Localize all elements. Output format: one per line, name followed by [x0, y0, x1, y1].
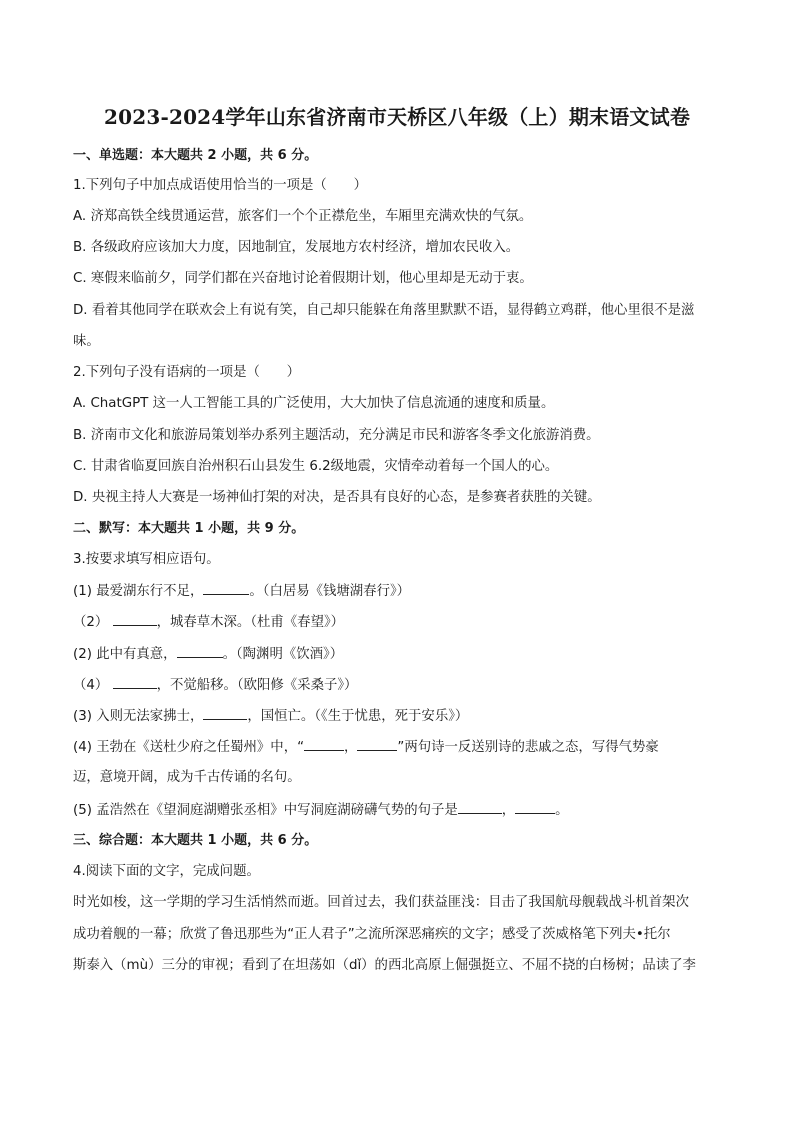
q3-item-7: [73, 801, 733, 820]
q3-item-5-text: (3) 入则无法家拂士，: [73, 709, 204, 724]
q1-option-d: D. 看着其他同学在联欢会上有说有笑，自己却只能躲在角落里默默不语，显得鹤立鸡群，他心里很不是滋: [73, 303, 695, 318]
q3-item-5-source: ，国恒亡。（《生于忧患，死于安乐》）: [247, 709, 469, 724]
q3-item-3-source: 。（陶渊明《饮酒》）: [222, 647, 344, 662]
section-heading-1: 一、单选题：本大题共 2 小题，共 6 分。: [73, 148, 318, 163]
answer-blank[interactable]: [304, 738, 344, 751]
q3-item-4-num: （4）: [73, 678, 109, 693]
q3-item-3: [73, 645, 733, 664]
q2-option-c: C. 甘肃省临夏回族自治州积石山县发生 6.2级地震，灾情牵动着每一个国人的心。: [73, 459, 559, 474]
answer-blank[interactable]: [113, 676, 157, 689]
q3-item-1-text: (1) 最爱湖东行不足，: [73, 584, 204, 599]
q2-option-b: B. 济南市文化和旅游局策划举办系列主题活动，充分满足市民和游客冬季文化旅游消费。: [73, 428, 600, 443]
q4-passage-line-2: 成功着舰的一幕；欣赏了鲁迅那些为“正人君子”之流所深恶痛疾的文字；感受了茨威格笔下列夫•托尔: [73, 927, 671, 942]
q4-passage-line-1: 时光如梭，这一学期的学习生活悄然而逝。回首过去，我们获益匪浅：目击了我国航母舰载战斗机首架次: [73, 895, 689, 910]
q3-item-5: [73, 707, 733, 726]
exam-title: 2023-2024学年山东省济南市天桥区八年级（上）期末语文试卷: [103, 105, 691, 129]
answer-blank[interactable]: [515, 801, 555, 814]
q3-item-6: [73, 738, 733, 757]
answer-blank[interactable]: [203, 707, 247, 720]
q4-passage-line-3: 斯泰入（mù）三分的审视；看到了在坦荡如（dǐ）的西北高原上倔强挺立、不屈不挠的白杨树；品读了李: [73, 958, 696, 973]
answer-blank[interactable]: [357, 738, 397, 751]
section-heading-2: 二、默写：本大题共 1 小题，共 9 分。: [73, 521, 305, 536]
q3-item-6-tail: ”两句诗一反送别诗的悲戚之态，写得气势豪: [397, 740, 659, 755]
answer-blank[interactable]: [458, 801, 502, 814]
q2-stem: 2.下列句子没有语病的一项是（ ）: [73, 365, 301, 380]
q3-item-1-source: 。（白居易《钱塘湖春行》）: [249, 584, 411, 599]
q1-option-b: B. 各级政府应该加大力度，因地制宜，发展地方农村经济，增加农民收入。: [73, 240, 520, 255]
q3-item-4-text: ，不觉船移。（欧阳修《采桑子》）: [156, 678, 358, 693]
q3-item-7-text: (5) 孟浩然在《望洞庭湖赠张丞相》中写洞庭湖磅礴气势的句子是: [73, 803, 458, 818]
q3-item-2-num: （2）: [73, 615, 109, 630]
q3-item-7-end: 。: [555, 803, 569, 818]
q1-stem: 1.下列句子中加点成语使用恰当的一项是（ ）: [73, 178, 367, 193]
q3-item-6-text: (4) 王勃在《送杜少府之任蜀州》中，“: [73, 740, 305, 755]
q1-option-d-cont: 味。: [73, 334, 100, 349]
q3-item-3-text: (2) 此中有真意，: [73, 647, 177, 662]
q3-stem: 3.按要求填写相应语句。: [73, 552, 220, 567]
q4-stem: 4.阅读下面的文字，完成问题。: [73, 864, 260, 879]
q1-option-a: A. 济郑高铁全线贯通运营，旅客们一个个正襟危坐，车厢里充满欢快的气氛。: [73, 209, 533, 224]
q3-item-6-cont: 迈，意境开阔，成为千古传诵的名句。: [73, 770, 301, 785]
q3-item-6-sep: ，: [344, 740, 358, 755]
q3-item-1: [73, 582, 733, 601]
section-heading-3: 三、综合题：本大题共 1 小题，共 6 分。: [73, 833, 318, 848]
q2-option-d: D. 央视主持人大赛是一场神仙打架的对决，是否具有良好的心态，是参赛者获胜的关键。: [73, 490, 601, 505]
answer-blank[interactable]: [203, 582, 249, 595]
q3-item-2-text: ，城春草木深。（杜甫《春望》）: [156, 615, 345, 630]
answer-blank[interactable]: [113, 613, 157, 626]
answer-blank[interactable]: [177, 645, 223, 658]
q3-item-7-sep: ，: [501, 803, 516, 818]
q3-item-4: [73, 676, 733, 695]
q3-item-2: [73, 613, 733, 632]
q2-option-a: A. ChatGPT 这一人工智能工具的广泛使用，大大加快了信息流通的速度和质量。: [73, 396, 555, 411]
q1-option-c: C. 寒假来临前夕，同学们都在兴奋地讨论着假期计划，他心里却是无动于衷。: [73, 271, 533, 286]
